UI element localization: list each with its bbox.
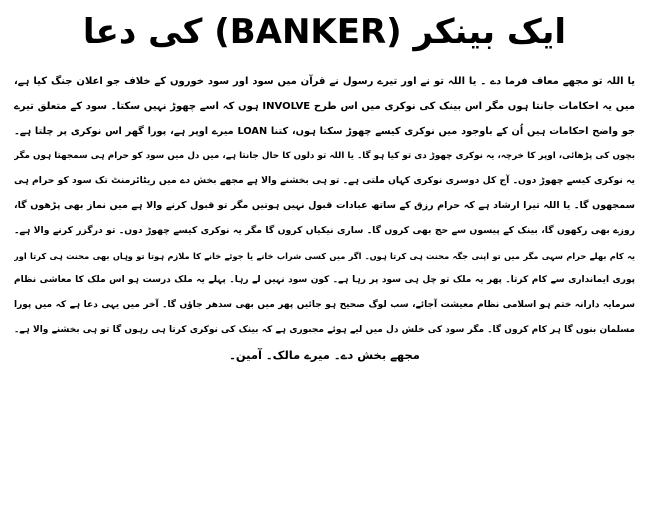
text-line: یہ نوکری کیسے چھوڑ دوں۔ آج کل دوسری نوکری کہاں ملتی ہے۔ تو ہی بخشنے والا ہے مجھے بخش دے میں ریٹائرمنٹ تک سود کو حرام ہی [14,175,635,187]
text-line: پوری ایمانداری سے کام کرتا۔ پھر یہ ملک تو چل ہی سود پر رہا ہے۔ کون سود نہیں لے رہا۔ پہلے یہ ملک درست ہو اس ملک کا معاشی نظام [14,275,635,286]
closing-line: مجھے بخش دے۔ میرے مالک۔ آمین۔ [229,347,420,362]
text-line: یہ کام بھلے حرام سہی مگر میں تو اپنی جگہ محنت ہی کرتا ہوں۔ اگر میں کسی شراب خانے یا جوئے خانے کا ملازم ہوتا تو وہاں بھی محنت ہی کرتا اور [14,250,635,261]
text-line: مسلمان بنوں گا ہر کام کروں گا۔ مگر سود کی خلش دل میں لیے ہوئے مجبوری ہے کہ بینک کی نوکری کرتا ہی رہوں گا تو ہی بخشنے والا ہے۔ [14,324,635,335]
text-line: سمجھوں گا۔ یا اللہ تیرا ارشاد ہے کہ حرام رزق کے ساتھ عبادات قبول نہیں ہوتیں مگر تو قبول کرنے والا ہے میں نماز بھی پڑھوں گا، [14,199,635,211]
text-line: جو واضح احکامات ہیں اُن کے باوجود میں نوکری کیسے چھوڑ سکتا ہوں، کتنا LOAN میرے اوپر ہے، پورا گھر اس نوکری پر چلتا ہے۔ [14,125,635,137]
text-line: یا اللہ تو مجھے معاف فرما دے ۔ یا اللہ تو نے اور تیرے رسول نے قرآن میں سود اور سود خوروں کے خلاف جو اعلان جنگ کیا ہے، [14,76,635,87]
text-line: روزے بھی رکھوں گا، بینک کے پیسوں سے حج بھی کروں گا۔ ساری نیکیاں کروں گا مگر یہ نوکری کیسے چھوڑ دوں۔ تو درگزر کرنے والا ہے۔ [14,224,635,236]
page-title: ایک بینکر (BANKER) کی دعا [82,12,567,52]
text-line: میں یہ احکامات جانتا ہوں مگر اس بینک کی نوکری میں اس طرح INVOLVE ہوں کہ اسے چھوڑ نہیں سکتا۔ سود کے متعلق تیرے [14,100,635,112]
text-line: سرمایہ دارانہ ختم ہو اسلامی نظام معیشت آجائے، سب لوگ صحیح ہو جائیں پھر میں بھی سدھر جاؤں گا۔ آخر میں یہی دعا ہے کہ میں پورا [14,300,635,311]
text-line: بچوں کی پڑھائی، اوپر کا خرچہ، یہ نوکری چھوڑ دی تو کیا ہو گا۔ یا اللہ تو دلوں کا حال جانتا ہے، میں دل میں سود کو حرام ہی سمجھتا ہوں مگر [14,151,635,162]
body-text [14,70,635,368]
